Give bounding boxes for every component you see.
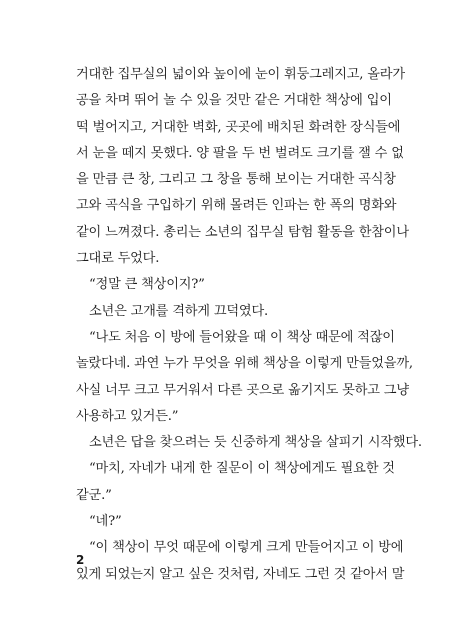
text-line: 떡 벌어지고, 거대한 벽화, 곳곳에 배치된 화려한 장식들에	[76, 119, 401, 135]
body-text	[76, 62, 422, 588]
dialogue-line: “네?”	[89, 514, 122, 530]
text-line: 같군.”	[76, 487, 112, 503]
text-line: 놀랐다네. 과연 누가 무엇을 위해 책상을 이렇게 만들었을까,	[76, 356, 413, 372]
text-line: 공을 차며 뛰어 놀 수 있을 것만 같은 거대한 책상에 입이	[76, 93, 392, 109]
page-number: 2	[76, 553, 85, 567]
text-line: 을 만큼 큰 창, 그리고 그 창을 통해 보이는 거대한 곡식창	[76, 172, 396, 188]
text-line: 거대한 집무실의 넓이와 높이에 눈이 휘둥그레지고, 올라가	[76, 67, 405, 82]
text-line: 소년은 고개를 격하게 끄덕였다.	[89, 303, 268, 319]
dialogue-line: “이 책상이 무엇 때문에 이렇게 크게 만들어지고 이 방에	[89, 540, 404, 556]
text-line: 같이 느껴졌다. 총리는 소년의 집무실 탐험 활동을 한참이나	[76, 224, 409, 240]
text-line: 사실 너무 크고 무거워서 다른 곳으로 옮기지도 못하고 그냥	[76, 382, 409, 398]
text-line: 서 눈을 떼지 못했다. 양 팔을 두 번 벌려도 크기를 잴 수 없	[76, 145, 404, 161]
dialogue-line: “마치, 자네가 내게 한 질문이 이 책상에게도 필요한 것	[89, 461, 395, 477]
text-line: 있게 되었는지 알고 싶은 것처럼, 자네도 그런 것 같아서 말	[76, 566, 405, 582]
dialogue-line: “나도 처음 이 방에 들어왔을 때 이 책상 때문에 적잖이	[89, 329, 395, 345]
text-line: 소년은 답을 찾으려는 듯 신중하게 책상을 살피기 시작했다.	[89, 435, 422, 451]
text-line: 고와 곡식을 구입하기 위해 몰려든 인파는 한 폭의 명화와	[76, 198, 397, 214]
text-line: 그대로 두었다.	[76, 251, 160, 267]
dialogue-line: “정말 큰 책상이지?”	[89, 277, 205, 293]
text-line: 사용하고 있거든.”	[76, 408, 179, 424]
